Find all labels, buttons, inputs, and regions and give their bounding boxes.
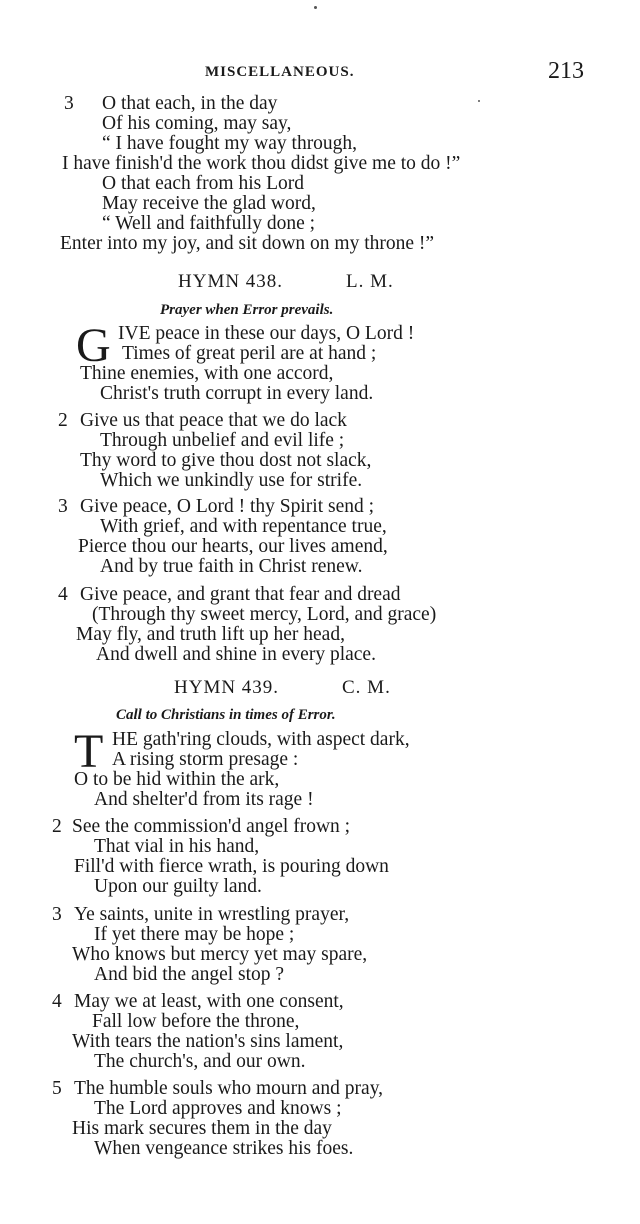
- hymn-meter: C. M.: [342, 677, 391, 698]
- verse-line: Of his coming, may say,: [102, 113, 292, 134]
- verse-line: Pierce thou our hearts, our lives amend,: [78, 536, 388, 557]
- verse-line: With tears the nation's sins lament,: [72, 1031, 344, 1052]
- hymn-subtitle: Call to Christians in times of Error.: [116, 707, 336, 723]
- verse-line: O that each from his Lord: [102, 173, 304, 194]
- stanza-number: 3: [64, 93, 74, 114]
- verse-line: If yet there may be hope ;: [94, 924, 295, 945]
- verse-line: “ Well and faithfully done ;: [102, 213, 316, 234]
- drop-cap: T: [74, 725, 104, 778]
- stanza-number: 3: [58, 496, 68, 517]
- verse-line: Enter into my joy, and sit down on my throne !”: [60, 233, 435, 254]
- drop-cap: G: [76, 319, 111, 372]
- verse-line: Give us that peace that we do lack: [80, 410, 347, 431]
- verse-line: And bid the angel stop ?: [94, 964, 285, 985]
- verse-line: And dwell and shine in every place.: [96, 644, 376, 665]
- verse-line: Which we unkindly use for strife.: [100, 470, 363, 491]
- verse-line: Through unbelief and evil life ;: [100, 430, 345, 451]
- page-number: 213: [548, 58, 584, 84]
- hymn-meter: L. M.: [346, 271, 394, 292]
- verse-line: With grief, and with repentance true,: [100, 516, 387, 537]
- verse-line: IVE peace in these our days, O Lord !: [118, 323, 415, 344]
- verse-line: The Lord approves and knows ;: [94, 1098, 342, 1119]
- running-head: MISCELLANEOUS.: [205, 64, 355, 80]
- verse-line: And by true faith in Christ renew.: [100, 556, 363, 577]
- verse-line: HE gath'ring clouds, with aspect dark,: [112, 729, 410, 750]
- hymn-number: HYMN 438.: [178, 271, 284, 292]
- stanza-number: 3: [52, 904, 62, 925]
- verse-line: Who knows but mercy yet may spare,: [72, 944, 368, 965]
- verse-line: Give peace, O Lord ! thy Spirit send ;: [80, 496, 375, 517]
- stanza-number: 2: [58, 410, 68, 431]
- verse-line: Christ's truth corrupt in every land.: [100, 383, 374, 404]
- hymn-subtitle: Prayer when Error prevails.: [160, 302, 334, 318]
- verse-line: The humble souls who mourn and pray,: [74, 1078, 384, 1099]
- verse-line: Upon our guilty land.: [94, 876, 262, 897]
- verse-line: May we at least, with one consent,: [74, 991, 344, 1012]
- print-speck: [314, 6, 317, 9]
- verse-line: May receive the glad word,: [102, 193, 316, 214]
- verse-line: Fall low before the throne,: [92, 1011, 300, 1032]
- hymn-number: HYMN 439.: [174, 677, 280, 698]
- verse-line: The church's, and our own.: [94, 1051, 306, 1072]
- stanza-number: 5: [52, 1078, 62, 1099]
- verse-line: Give peace, and grant that fear and dread: [80, 584, 401, 605]
- verse-line: Ye saints, unite in wrestling prayer,: [74, 904, 350, 925]
- verse-line: May fly, and truth lift up her head,: [76, 624, 345, 645]
- stanza-number: 2: [52, 816, 62, 837]
- verse-line: And shelter'd from its rage !: [94, 789, 314, 810]
- verse-line: Thine enemies, with one accord,: [80, 363, 334, 384]
- stanza-number: 4: [58, 584, 68, 605]
- verse-line: A rising storm presage :: [112, 749, 299, 770]
- print-speck: [478, 100, 480, 102]
- verse-line: I have finish'd the work thou didst give me to do !”: [62, 153, 461, 174]
- page-header: [0, 58, 640, 88]
- verse-line: See the commission'd angel frown ;: [72, 816, 351, 837]
- verse-line: When vengeance strikes his foes.: [94, 1138, 354, 1159]
- verse-line: That vial in his hand,: [94, 836, 260, 857]
- verse-line: Thy word to give thou dost not slack,: [80, 450, 372, 471]
- verse-line: His mark secures them in the day: [72, 1118, 332, 1139]
- verse-line: Fill'd with fierce wrath, is pouring down: [74, 856, 389, 877]
- verse-line: O that each, in the day: [102, 93, 278, 114]
- stanza-number: 4: [52, 991, 62, 1012]
- verse-line: O to be hid within the ark,: [74, 769, 280, 790]
- verse-line: Times of great peril are at hand ;: [122, 343, 377, 364]
- verse-line: “ I have fought my way through,: [102, 133, 358, 154]
- verse-line: (Through thy sweet mercy, Lord, and grace): [92, 604, 437, 625]
